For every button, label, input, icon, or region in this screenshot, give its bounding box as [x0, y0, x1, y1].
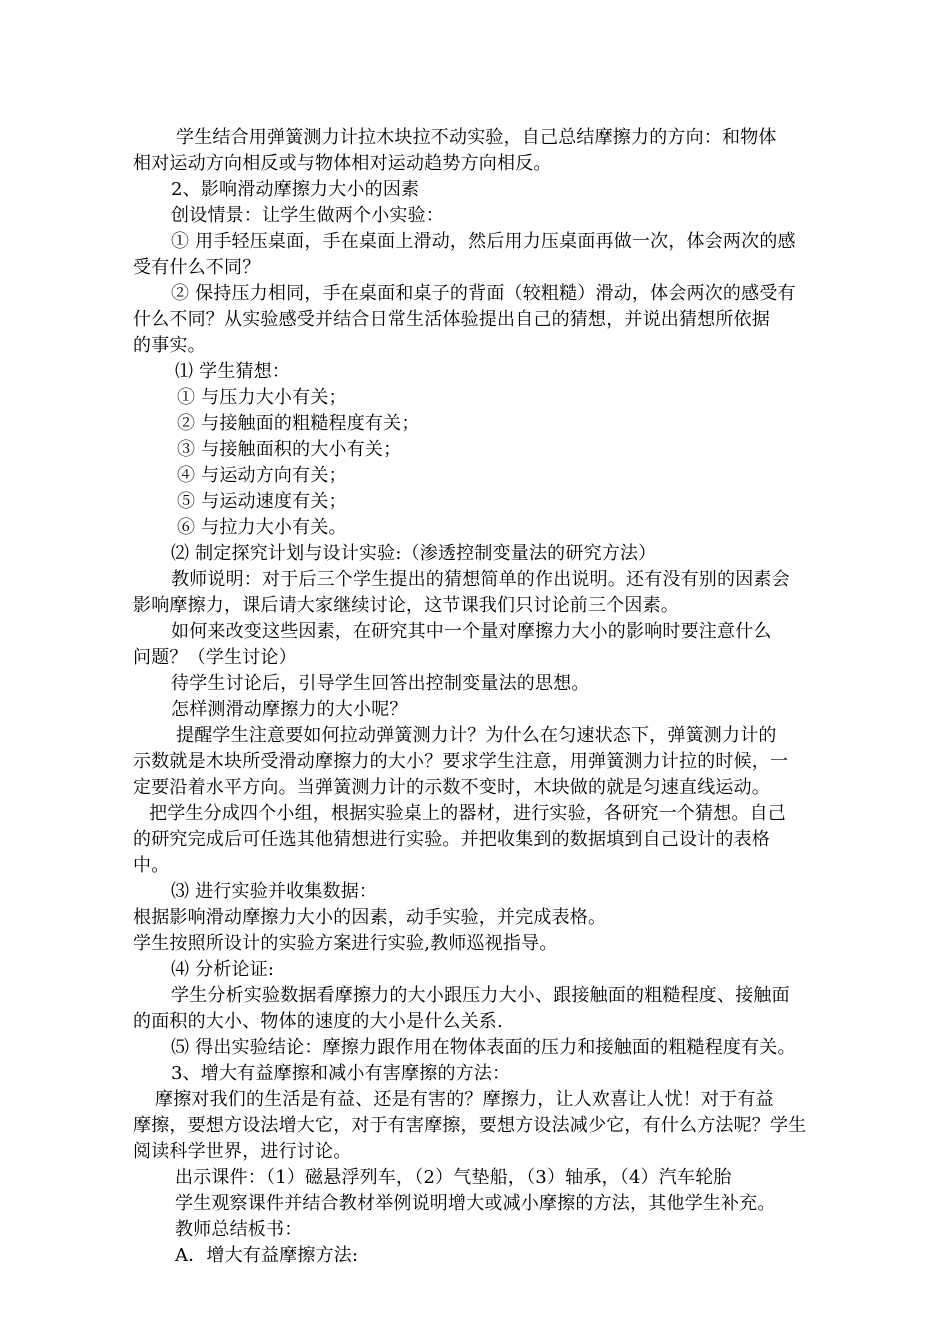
paragraph-line: 摩擦，要想方设法增大它，对于有害摩擦，要想方设法减少它，有什么方法呢？学生 [133, 1115, 807, 1136]
paragraph-line: 提醒学生注意要如何拉动弹簧测力计？为什么在匀速状态下，弹簧测力计的 [176, 725, 777, 746]
list-heading: ⑷ 分析论证: [171, 959, 275, 980]
list-heading: ⑵ 制定探究计划与设计实验:（渗透控制变量法的研究方法） [171, 543, 657, 564]
paragraph-line: 示数就是木块所受滑动摩擦力的大小？要求学生注意，用弹簧测力计拉的时候，一 [133, 751, 789, 772]
paragraph-line: 定要沿着水平方向。当弹簧测力计的示数不变时，木块做的就是匀速直线运动。 [133, 777, 770, 798]
paragraph-line: 学生结合用弹簧测力计拉木块拉不动实验，自己总结摩擦力的方向：和物体 [176, 127, 777, 148]
paragraph-line: 待学生讨论后，引导学生回答出控制变量法的思想。 [171, 673, 590, 694]
paragraph-line: 把学生分成四个小组，根据实验桌上的器材，进行实验，各研究一个猜想。自己 [149, 803, 786, 824]
paragraph-line: 怎样测滑动摩擦力的大小呢？ [171, 699, 408, 720]
list-item: ④ 与运动方向有关； [177, 465, 347, 486]
paragraph-line: 学生观察课件并结合教材举例说明增大或减小摩擦的方法，其他学生补充。 [175, 1193, 776, 1214]
list-heading: A．增大有益摩擦方法: [175, 1245, 359, 1266]
paragraph-line: ② 保持压力相同，手在桌面和桌子的背面（较粗糙）滑动，体会两次的感受有 [171, 283, 796, 304]
list-item: ⑤ 与运动速度有关； [177, 491, 347, 512]
paragraph-line: 学生按照所设计的实验方案进行实验,教师巡视指导。 [133, 933, 558, 954]
section-heading: 3、增大有益摩擦和减小有害摩擦的方法： [171, 1063, 511, 1084]
paragraph-line: 什么不同？从实验感受并结合日常生活体验提出自己的猜想，并说出猜想所依据 [133, 309, 770, 330]
list-heading: ⑸ 得出实验结论：摩擦力跟作用在物体表面的压力和接触面的粗糙程度有关。 [171, 1037, 796, 1058]
paragraph-line: 中。 [133, 855, 170, 876]
paragraph-line: 学生分析实验数据看摩擦力的大小跟压力大小、跟接触面的粗糙程度、接触面 [171, 985, 790, 1006]
list-heading: ⑶ 进行实验并收集数据： [171, 881, 378, 902]
section-heading: 2、影响滑动摩擦力大小的因素 [171, 179, 420, 200]
paragraph-line: 相对运动方向相反或与物体相对运动趋势方向相反。 [133, 153, 552, 174]
list-item: ③ 与接触面积的大小有关； [177, 439, 402, 460]
paragraph-line: 问题？（学生讨论） [133, 647, 297, 668]
paragraph-line: 的事实。 [133, 335, 206, 356]
paragraph-line: 的面积的大小、物体的速度的大小是什么关系. [133, 1011, 503, 1032]
paragraph-line: 创设情景：让学生做两个小实验： [171, 205, 444, 226]
paragraph-line: ① 用手轻压桌面，手在桌面上滑动，然后用力压桌面再做一次，体会两次的感 [171, 231, 796, 252]
paragraph-line: 出示课件：（1）磁悬浮列车，（2）气垫船，（3）轴承，（4）汽车轮胎 [175, 1167, 732, 1188]
paragraph-line: 阅读科学世界，进行讨论。 [133, 1141, 352, 1162]
paragraph-line: 如何来改变这些因素，在研究其中一个量对摩擦力大小的影响时要注意什么 [171, 621, 772, 642]
paragraph-line: 教师说明：对于后三个学生提出的猜想简单的作出说明。还有没有别的因素会 [171, 569, 790, 590]
paragraph-line: 受有什么不同？ [133, 257, 261, 278]
list-item: ⑥ 与拉力大小有关。 [177, 517, 347, 538]
list-item: ① 与压力大小有关； [177, 387, 347, 408]
paragraph-line: 摩擦对我们的生活是有益、还是有害的？摩擦力，让人欢喜让人忧！对于有益 [155, 1089, 774, 1110]
list-heading: ⑴ 学生猜想： [175, 361, 291, 382]
paragraph-line: 教师总结板书： [175, 1219, 303, 1240]
paragraph-line: 影响摩擦力，课后请大家继续讨论，这节课我们只讨论前三个因素。 [133, 595, 679, 616]
list-item: ② 与接触面的粗糙程度有关； [177, 413, 420, 434]
paragraph-line: 的研究完成后可任选其他猜想进行实验。并把收集到的数据填到自己设计的表格 [133, 829, 770, 850]
paragraph-line: 根据影响滑动摩擦力大小的因素，动手实验，并完成表格。 [133, 907, 607, 928]
